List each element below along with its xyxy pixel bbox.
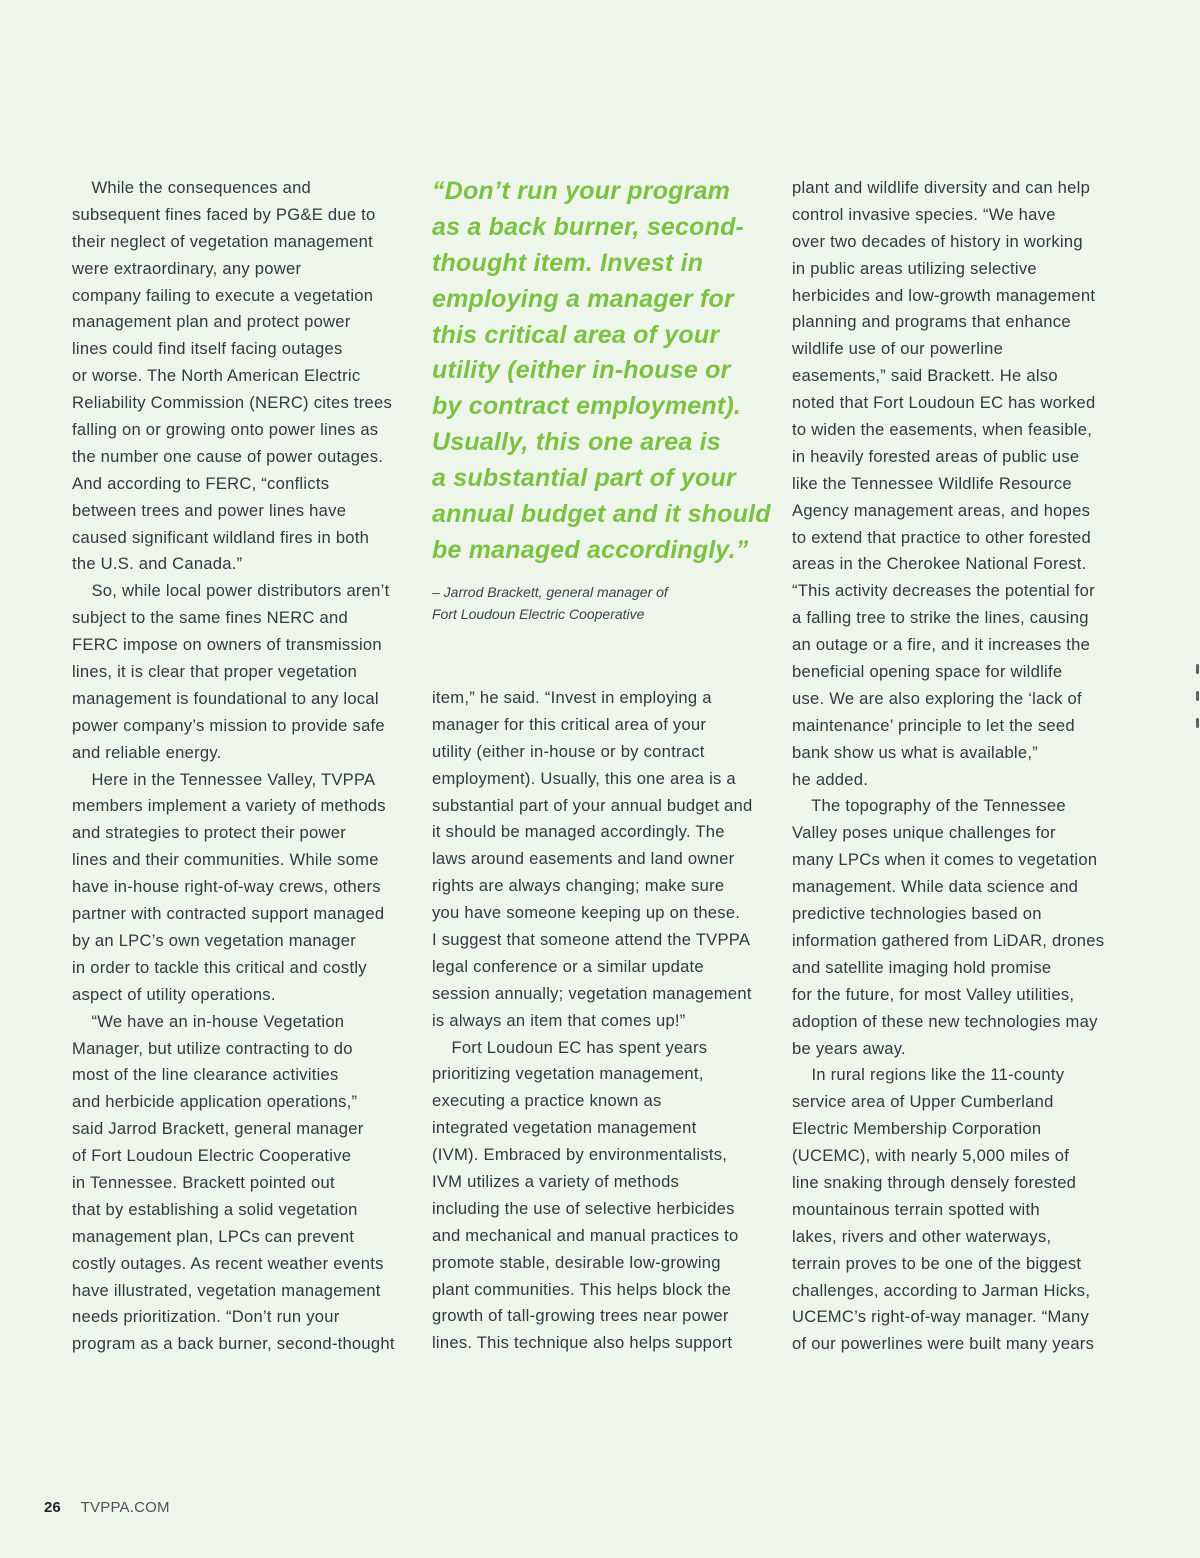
article-line: (IVM). Embraced by environmentalists,: [432, 1145, 728, 1165]
article-line: challenges, according to Jarman Hicks,: [792, 1280, 1091, 1300]
article-line: for the future, for most Valley utilities,: [792, 984, 1075, 1004]
article-line: planning and programs that enhance: [792, 312, 1071, 332]
article-line: service area of Upper Cumberland: [792, 1092, 1054, 1112]
article-line: you have someone keeping up on these.: [432, 903, 741, 923]
pull-quote-line: employing a manager for: [432, 284, 734, 313]
article-line: an outage or a fire, and it increases the: [792, 635, 1091, 655]
pull-quote-line: by contract employment).: [432, 392, 742, 421]
article-line: power company’s mission to provide safe: [72, 715, 385, 735]
attribution-line: – Jarrod Brackett, general manager of: [432, 584, 668, 600]
article-column-3: [792, 175, 1137, 1358]
article-line: to widen the easements, when feasible,: [792, 420, 1093, 440]
article-line: substantial part of your annual budget and: [432, 795, 753, 815]
article-line: members implement a variety of methods: [72, 796, 386, 816]
article-line: lines. This technique also helps support: [432, 1333, 733, 1353]
article-line: Electric Membership Corporation: [792, 1119, 1042, 1139]
article-line: executing a practice known as: [432, 1091, 662, 1111]
article-line: promote stable, desirable low-growing: [432, 1252, 721, 1272]
pull-quote: [432, 174, 777, 569]
article-line: bank show us what is available,”: [792, 742, 1038, 762]
article-line: and satellite imaging hold promise: [792, 957, 1052, 977]
article-line: So, while local power distributors aren’t: [72, 581, 390, 601]
article-line: areas in the Cherokee National Forest.: [792, 554, 1087, 574]
article-line: it should be managed accordingly. The: [432, 822, 725, 842]
article-line: maintenance’ principle to let the seed: [792, 715, 1075, 735]
site-name: TVPPA.COM: [80, 1499, 170, 1516]
article-line: be years away.: [792, 1038, 906, 1058]
article-line: legal conference or a similar update: [432, 956, 704, 976]
article-line: laws around easements and land owner: [432, 849, 735, 869]
article-line: I suggest that someone attend the TVPPA: [432, 930, 751, 950]
article-column-2: [432, 685, 777, 1357]
article-line: program as a back burner, second-thought: [72, 1334, 395, 1354]
article-line: subsequent fines faced by PG&E due to: [72, 204, 376, 224]
article-line: The topography of the Tennessee: [792, 796, 1066, 816]
attribution-line: Fort Loudoun Electric Cooperative: [432, 606, 645, 622]
article-line: And according to FERC, “conflicts: [72, 473, 330, 493]
edge-mark: [1196, 664, 1199, 674]
article-line: beneficial opening space for wildlife: [792, 662, 1063, 682]
article-line: terrain proves to be one of the biggest: [792, 1253, 1082, 1273]
article-line: in order to tackle this critical and costly: [72, 957, 367, 977]
article-line: Here in the Tennessee Valley, TVPPA: [72, 769, 376, 789]
article-line: In rural regions like the 11-county: [792, 1065, 1065, 1085]
article-line: Reliability Commission (NERC) cites trees: [72, 393, 393, 413]
article-line: plant and wildlife diversity and can help: [792, 178, 1091, 197]
article-line: aspect of utility operations.: [72, 984, 276, 1004]
article-line: of Fort Loudoun Electric Cooperative: [72, 1146, 352, 1166]
article-line: plant communities. This helps block the: [432, 1279, 732, 1299]
article-line: to extend that practice to other forested: [792, 527, 1091, 547]
article-line: that by establishing a solid vegetation: [72, 1199, 358, 1219]
article-line: wildlife use of our powerline: [792, 339, 1004, 359]
article-line: Manager, but utilize contracting to do: [72, 1038, 353, 1058]
article-line: in heavily forested areas of public use: [792, 446, 1080, 466]
article-line: the number one cause of power outages.: [72, 446, 384, 466]
article-line: predictive technologies based on: [792, 904, 1042, 924]
article-line: use. We are also exploring the ‘lack of: [792, 688, 1082, 708]
article-line: utility (either in-house or by contract: [432, 741, 705, 761]
article-line: employment). Usually, this one area is a: [432, 768, 736, 788]
article-line: “This activity decreases the potential for: [792, 581, 1095, 601]
article-line: needs prioritization. “Don’t run your: [72, 1307, 340, 1327]
article-line: growth of tall-growing trees near power: [432, 1306, 729, 1326]
article-line: lines could find itself facing outages: [72, 339, 343, 359]
article-line: by an LPC’s own vegetation manager: [72, 930, 357, 950]
article-line: between trees and power lines have: [72, 500, 347, 520]
article-line: session annually; vegetation management: [432, 983, 752, 1003]
article-line: item,” he said. “Invest in employing a: [432, 688, 712, 707]
article-line: mountainous terrain spotted with: [792, 1199, 1040, 1219]
pull-quote-attribution: [432, 581, 777, 625]
pull-quote-line: Usually, this one area is: [432, 428, 721, 457]
article-line: prioritizing vegetation management,: [432, 1064, 704, 1084]
pull-quote-line: utility (either in-house or: [432, 356, 731, 385]
article-line: management plan and protect power: [72, 312, 351, 332]
article-line: company failing to execute a vegetation: [72, 285, 374, 305]
article-line: and reliable energy.: [72, 742, 222, 762]
article-line: have illustrated, vegetation management: [72, 1280, 381, 1300]
article-line: or worse. The North American Electric: [72, 366, 361, 386]
article-line: like the Tennessee Wildlife Resource: [792, 473, 1072, 493]
pull-quote-line: as a back burner, second-: [432, 212, 745, 241]
article-line: many LPCs when it comes to vegetation: [792, 850, 1098, 870]
article-column-1: [72, 175, 417, 1358]
article-line: falling on or growing onto power lines as: [72, 420, 379, 440]
article-line: in public areas utilizing selective: [792, 258, 1037, 278]
pull-quote-line: a substantial part of your: [432, 464, 736, 493]
pull-quote-line: “Don’t run your program: [432, 177, 731, 205]
article-line: FERC impose on owners of transmission: [72, 635, 382, 655]
article-line: line snaking through densely forested: [792, 1172, 1077, 1192]
article-line: management is foundational to any local: [72, 688, 379, 708]
edge-mark: [1196, 691, 1199, 701]
article-line: rights are always changing; make sure: [432, 876, 725, 896]
article-line: is always an item that comes up!”: [432, 1010, 686, 1030]
article-line: and mechanical and manual practices to: [432, 1225, 739, 1245]
article-line: integrated vegetation management: [432, 1118, 697, 1138]
article-line: were extraordinary, any power: [72, 258, 302, 278]
article-line: partner with contracted support managed: [72, 904, 385, 924]
pull-quote-line: be managed accordingly.”: [432, 535, 749, 564]
article-line: manager for this critical area of your: [432, 714, 707, 734]
article-line: said Jarrod Brackett, general manager: [72, 1119, 364, 1139]
article-line: their neglect of vegetation management: [72, 231, 374, 251]
article-line: and herbicide application operations,”: [72, 1092, 358, 1112]
article-line: over two decades of history in working: [792, 231, 1083, 251]
article-line: herbicides and low-growth management: [792, 285, 1096, 305]
article-line: have in-house right-of-way crews, others: [72, 877, 381, 897]
article-line: he added.: [792, 769, 869, 789]
article-line: subject to the same fines NERC and: [72, 608, 348, 628]
article-line: Fort Loudoun EC has spent years: [432, 1037, 708, 1057]
pull-quote-line: thought item. Invest in: [432, 248, 704, 277]
article-line: lakes, rivers and other waterways,: [792, 1226, 1052, 1246]
article-line: easements,” said Brackett. He also: [792, 366, 1058, 386]
article-line: UCEMC’s right-of-way manager. “Many: [792, 1307, 1090, 1327]
article-line: information gathered from LiDAR, drones: [792, 930, 1105, 950]
article-line: lines, it is clear that proper vegetation: [72, 662, 358, 682]
article-line: of our powerlines were built many years: [792, 1334, 1095, 1354]
article-line: control invasive species. “We have: [792, 204, 1056, 224]
article-line: most of the line clearance activities: [72, 1065, 339, 1085]
page-edge-marks: [1196, 664, 1200, 734]
article-line: and strategies to protect their power: [72, 823, 346, 843]
pull-quote-line: annual budget and it should: [432, 500, 771, 529]
article-line: management plan, LPCs can prevent: [72, 1226, 355, 1246]
article-line: costly outages. As recent weather events: [72, 1253, 384, 1273]
article-line: IVM utilizes a variety of methods: [432, 1172, 680, 1192]
article-line: lines and their communities. While some: [72, 850, 379, 870]
article-line: in Tennessee. Brackett pointed out: [72, 1172, 335, 1192]
article-line: including the use of selective herbicides: [432, 1198, 735, 1218]
article-line: adoption of these new technologies may: [792, 1011, 1098, 1031]
article-line: management. While data science and: [792, 877, 1079, 897]
article-line: Agency management areas, and hopes: [792, 500, 1091, 520]
article-line: (UCEMC), with nearly 5,000 miles of: [792, 1146, 1070, 1166]
article-line: noted that Fort Loudoun EC has worked: [792, 393, 1096, 413]
article-line: caused significant wildland fires in both: [72, 527, 370, 547]
page-footer: [44, 1497, 170, 1519]
article-line: the U.S. and Canada.”: [72, 554, 243, 574]
edge-mark: [1196, 718, 1199, 728]
article-line: While the consequences and: [72, 178, 312, 197]
article-line: “We have an in-house Vegetation: [72, 1011, 345, 1031]
article-line: a falling tree to strike the lines, causing: [792, 608, 1089, 628]
page-number: 26: [44, 1499, 61, 1516]
pull-quote-line: this critical area of your: [432, 320, 720, 349]
article-line: Valley poses unique challenges for: [792, 823, 1056, 843]
